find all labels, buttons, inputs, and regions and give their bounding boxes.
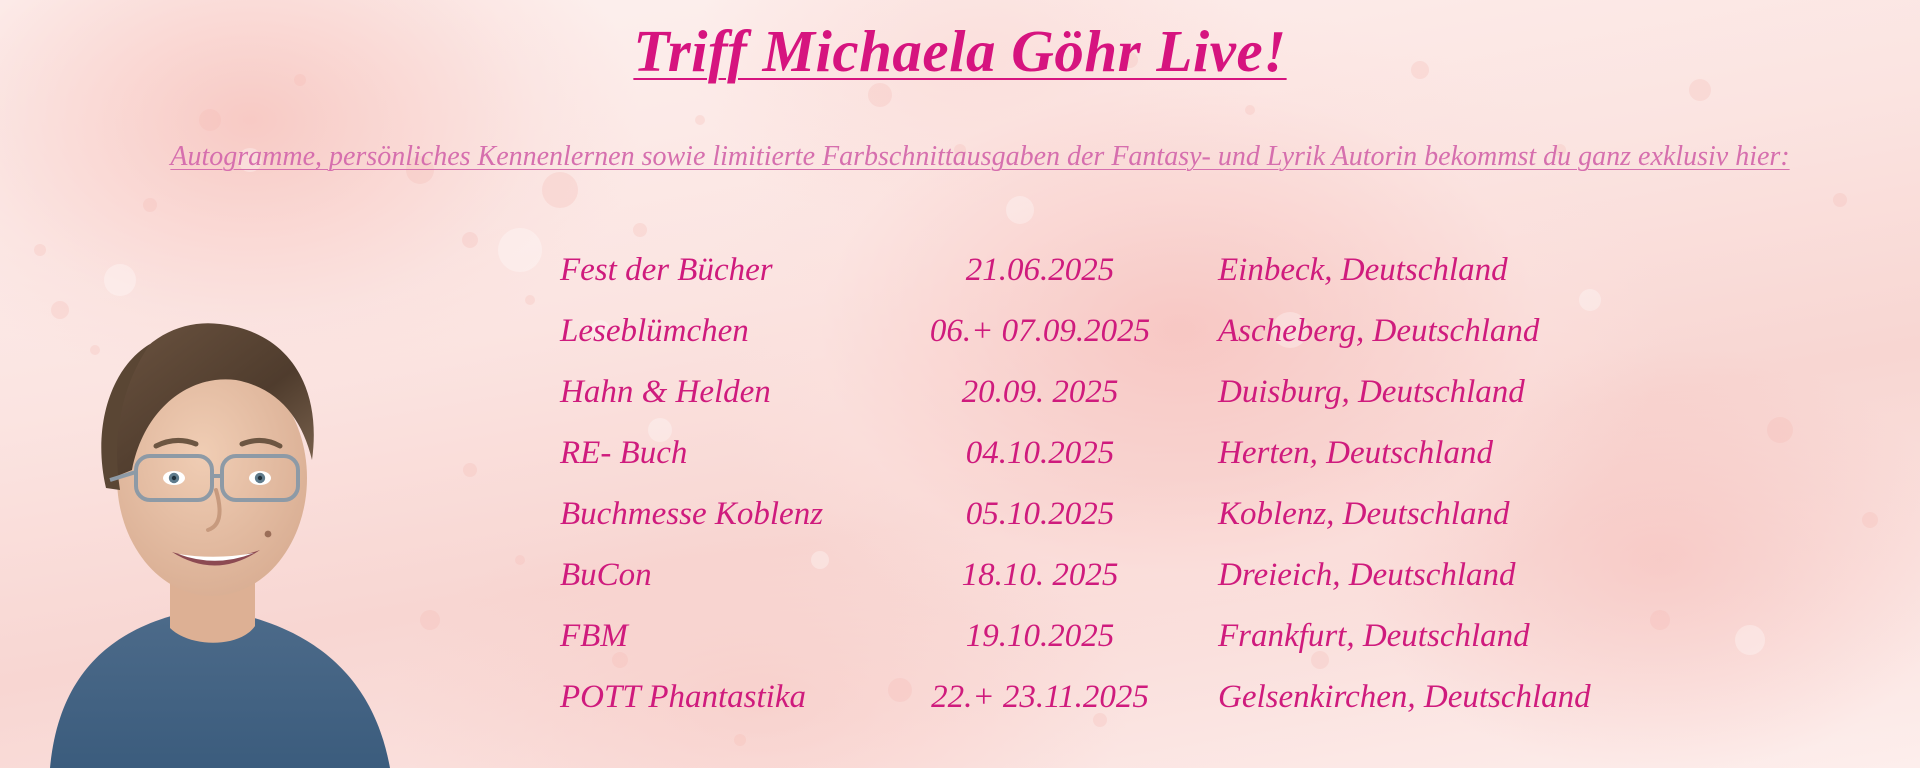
event-name: Hahn & Helden	[560, 374, 771, 410]
list-item	[560, 435, 1800, 496]
list-item	[560, 618, 1800, 679]
list-item	[560, 496, 1800, 557]
list-item	[560, 679, 1800, 740]
event-place: Einbeck, Deutschland	[1218, 252, 1508, 288]
event-place: Duisburg, Deutschland	[1218, 374, 1525, 410]
event-name: Fest der Bücher	[560, 252, 773, 288]
author-portrait	[40, 228, 470, 768]
event-name: BuCon	[560, 557, 652, 593]
event-name: RE- Buch	[560, 435, 688, 471]
event-date: 22.+ 23.11.2025	[931, 679, 1149, 715]
list-item	[560, 557, 1800, 618]
event-place: Gelsenkirchen, Deutschland	[1218, 679, 1591, 715]
event-date: 21.06.2025	[965, 252, 1115, 288]
event-place: Koblenz, Deutschland	[1218, 496, 1510, 532]
event-place: Dreieich, Deutschland	[1218, 557, 1516, 593]
event-date: 04.10.2025	[965, 435, 1115, 471]
page-title: Triff Michaela Göhr Live!	[633, 18, 1287, 84]
event-place: Ascheberg, Deutschland	[1218, 313, 1540, 349]
event-name: FBM	[560, 618, 628, 654]
list-item	[560, 374, 1800, 435]
list-item	[560, 313, 1800, 374]
event-date: 18.10. 2025	[961, 557, 1119, 593]
event-place: Herten, Deutschland	[1218, 435, 1493, 471]
event-list	[560, 252, 1800, 740]
list-item	[560, 252, 1800, 313]
event-name: POTT Phantastika	[560, 679, 807, 715]
subtitle: Autogramme, persönliches Kennenlernen sowie limitierte Farbschnittausgaben der Fantasy- und Lyrik Autorin bekommst du ganz exklusiv hier:	[170, 141, 1790, 172]
event-date: 20.09. 2025	[961, 374, 1119, 410]
event-date: 06.+ 07.09.2025	[929, 313, 1151, 349]
event-name: Leseblümchen	[560, 313, 749, 349]
event-name: Buchmesse Koblenz	[560, 496, 824, 532]
event-date: 05.10.2025	[965, 496, 1115, 532]
event-place: Frankfurt, Deutschland	[1218, 618, 1530, 654]
event-date: 19.10.2025	[965, 618, 1115, 654]
